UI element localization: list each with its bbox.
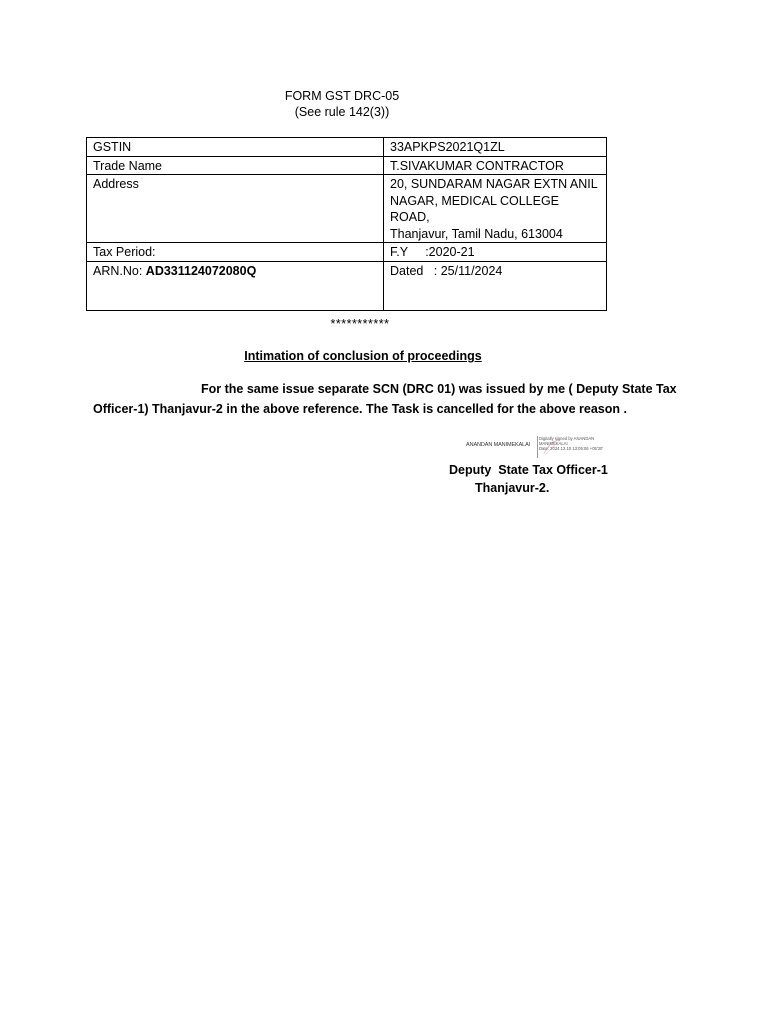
address-line: NAGAR, MEDICAL COLLEGE ROAD, (390, 193, 560, 224)
digital-signature (462, 436, 612, 458)
details-table (86, 137, 607, 311)
signature-note-line: MANIMEKALAI (539, 441, 568, 447)
page-heading: Intimation of conclusion of proceedings (244, 349, 482, 363)
officer-block (449, 461, 608, 497)
address-line: 20, SUNDARAM NAGAR EXTN ANIL (390, 177, 598, 191)
table-row (87, 138, 607, 157)
form-title: FORM GST DRC-05 (284, 89, 400, 103)
trade-name-value: T.SIVAKUMAR CONTRACTOR (384, 156, 607, 175)
signature-note-line: Digitally signed by ANANDAN (539, 436, 595, 441)
table-row (87, 156, 607, 175)
arn-label: ARN.No: (93, 263, 146, 278)
form-rule: (See rule 142(3)) (294, 105, 390, 119)
table-row (87, 243, 607, 262)
officer-designation: Deputy State Tax Officer-1 (449, 463, 608, 477)
arn-value: AD331124072080Q (145, 263, 257, 278)
signature-divider (537, 436, 538, 458)
gstin-label: GSTIN (87, 138, 384, 157)
signature-name: ANANDAN MANIMEKALAI (466, 442, 531, 448)
trade-name-label: Trade Name (87, 156, 384, 175)
table-row (87, 175, 607, 243)
address-label: Address (87, 175, 384, 243)
dated-value: Dated : 25/11/2024 (384, 261, 607, 310)
separator: *********** (330, 317, 390, 331)
signature-note (539, 436, 611, 452)
signature-note-line: Date: 2024.12.10 13:05:06 +05'30' (539, 446, 604, 452)
officer-office: Thanjavur-2. (475, 481, 550, 495)
table-row (87, 261, 607, 310)
address-line: Thanjavur, Tamil Nadu, 613004 (390, 226, 563, 241)
gstin-value: 33APKPS2021Q1ZL (384, 138, 607, 157)
tax-period-value: F.Y :2020-21 (384, 243, 607, 262)
tax-period-label: Tax Period: (87, 243, 384, 262)
address-value (384, 175, 607, 243)
arn-cell (87, 261, 384, 310)
body-paragraph (93, 379, 693, 419)
body-text: For the same issue separate SCN (DRC 01) was issued by me ( Deputy State Tax Officer-1) Thanjavur-2 in the above reference. The Task is cancelled for the above reason . (93, 382, 677, 416)
